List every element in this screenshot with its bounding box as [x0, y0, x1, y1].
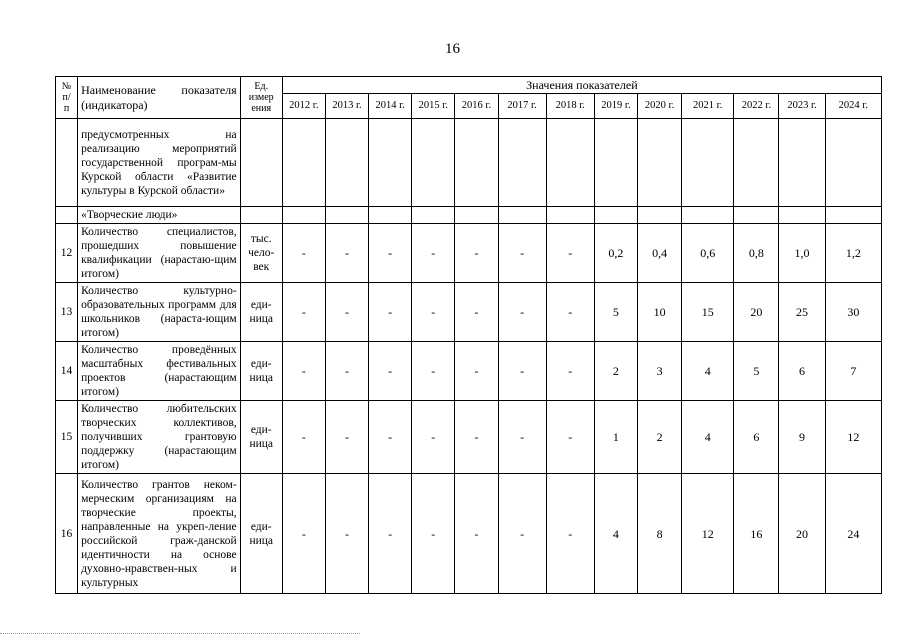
indicator-value: -: [455, 401, 498, 474]
indicator-value: -: [325, 401, 368, 474]
continuation-num: [56, 119, 78, 207]
indicator-value: -: [282, 474, 325, 594]
indicator-value: 6: [779, 342, 825, 401]
indicator-value: 12: [682, 474, 734, 594]
indicator-name: Количество проведённых масштабных фестивальных проектов (нарастающим итогом): [78, 342, 241, 401]
unit-of-measure: тыс. чело-век: [240, 224, 282, 283]
indicator-value: 0,4: [637, 224, 681, 283]
indicator-value: 24: [825, 474, 881, 594]
indicator-value: 0,8: [734, 224, 779, 283]
indicator-value: 5: [594, 283, 637, 342]
header-year: 2012 г.: [282, 94, 325, 119]
header-year: 2017 г.: [498, 94, 546, 119]
header-year: 2018 г.: [546, 94, 594, 119]
header-year: 2019 г.: [594, 94, 637, 119]
header-name: Наименование показателя (индикатора): [78, 77, 241, 119]
indicator-value: 9: [779, 401, 825, 474]
indicator-value: -: [369, 401, 412, 474]
indicator-value: 5: [734, 342, 779, 401]
row-number: 16: [56, 474, 78, 594]
indicator-value: -: [412, 224, 455, 283]
continuation-text: предусмотренных на реализацию мероприятий государственной програм-мы Курской области «Развитие культуры в Курской области»: [78, 119, 241, 207]
scan-artifact-line: [0, 633, 360, 635]
table-row: [56, 474, 882, 594]
indicator-value: 1,0: [779, 224, 825, 283]
indicator-value: 12: [825, 401, 881, 474]
indicator-name: Количество культурно-образовательных программ для школьников (нараста-ющим итогом): [78, 283, 241, 342]
indicator-value: -: [369, 342, 412, 401]
section-row: [56, 207, 882, 224]
table-row: [56, 342, 882, 401]
indicator-value: 0,6: [682, 224, 734, 283]
header-year: 2014 г.: [369, 94, 412, 119]
indicator-value: 15: [682, 283, 734, 342]
continuation-row: [56, 119, 882, 207]
indicator-value: 20: [779, 474, 825, 594]
continuation-unit: [240, 119, 282, 207]
row-number: 14: [56, 342, 78, 401]
indicator-value: 4: [682, 342, 734, 401]
header-year: 2024 г.: [825, 94, 881, 119]
indicators-table: [55, 76, 882, 594]
indicator-value: -: [455, 283, 498, 342]
indicator-value: -: [455, 342, 498, 401]
header-year: 2020 г.: [637, 94, 681, 119]
indicator-value: -: [412, 283, 455, 342]
indicator-value: -: [498, 224, 546, 283]
unit-of-measure: еди-ница: [240, 401, 282, 474]
indicator-value: 1,2: [825, 224, 881, 283]
section-title: «Творческие люди»: [78, 207, 241, 224]
indicator-value: -: [455, 474, 498, 594]
indicator-value: 3: [637, 342, 681, 401]
indicator-value: 6: [734, 401, 779, 474]
indicator-value: -: [546, 224, 594, 283]
indicator-value: -: [498, 401, 546, 474]
indicator-value: -: [282, 283, 325, 342]
header-unit: Ед. измер ения: [240, 77, 282, 119]
indicator-name: Количество грантов неком-мерческим организациям на творческие проекты, направленные на укреп-ление российской граж-данской идентичности на основе духовно-нравствен-ных и культурных: [78, 474, 241, 594]
indicator-value: -: [369, 224, 412, 283]
indicator-value: -: [546, 283, 594, 342]
indicator-value: -: [325, 474, 368, 594]
indicator-value: 20: [734, 283, 779, 342]
header-year: 2021 г.: [682, 94, 734, 119]
indicator-value: -: [412, 342, 455, 401]
table-row: [56, 224, 882, 283]
indicator-name: Количество любительских творческих коллективов, получивших грантовую поддержку (нарастающим итогом): [78, 401, 241, 474]
indicator-value: 8: [637, 474, 681, 594]
header-year: 2016 г.: [455, 94, 498, 119]
indicator-value: -: [282, 342, 325, 401]
indicator-value: 30: [825, 283, 881, 342]
indicator-value: 0,2: [594, 224, 637, 283]
indicator-value: -: [369, 474, 412, 594]
unit-of-measure: еди-ница: [240, 342, 282, 401]
indicator-value: -: [282, 401, 325, 474]
header-num: № п/ п: [56, 77, 78, 119]
indicator-value: -: [369, 283, 412, 342]
indicator-value: -: [282, 224, 325, 283]
indicator-value: 2: [594, 342, 637, 401]
page-number: 16: [445, 41, 460, 57]
unit-of-measure: еди-ница: [240, 283, 282, 342]
indicator-value: 25: [779, 283, 825, 342]
indicator-value: 4: [594, 474, 637, 594]
indicator-value: -: [325, 283, 368, 342]
indicator-value: -: [546, 474, 594, 594]
indicator-value: 1: [594, 401, 637, 474]
header-year: 2022 г.: [734, 94, 779, 119]
indicator-name: Количество специалистов, прошедших повышение квалификации (нарастаю-щим итогом): [78, 224, 241, 283]
indicator-value: -: [325, 342, 368, 401]
header-values: Значения показателей: [282, 77, 881, 94]
indicator-value: -: [455, 224, 498, 283]
indicator-value: -: [325, 224, 368, 283]
indicator-value: 4: [682, 401, 734, 474]
table-row: [56, 401, 882, 474]
indicator-value: -: [412, 474, 455, 594]
indicator-value: -: [498, 283, 546, 342]
indicator-value: -: [498, 342, 546, 401]
indicator-value: 16: [734, 474, 779, 594]
indicator-value: 7: [825, 342, 881, 401]
row-number: 15: [56, 401, 78, 474]
indicator-value: 2: [637, 401, 681, 474]
header-year: 2013 г.: [325, 94, 368, 119]
header-year: 2023 г.: [779, 94, 825, 119]
row-number: 13: [56, 283, 78, 342]
indicator-value: -: [546, 401, 594, 474]
indicator-value: -: [498, 474, 546, 594]
unit-of-measure: еди-ница: [240, 474, 282, 594]
table-row: [56, 283, 882, 342]
row-number: 12: [56, 224, 78, 283]
indicator-value: 10: [637, 283, 681, 342]
indicator-value: -: [412, 401, 455, 474]
header-year: 2015 г.: [412, 94, 455, 119]
indicator-value: -: [546, 342, 594, 401]
